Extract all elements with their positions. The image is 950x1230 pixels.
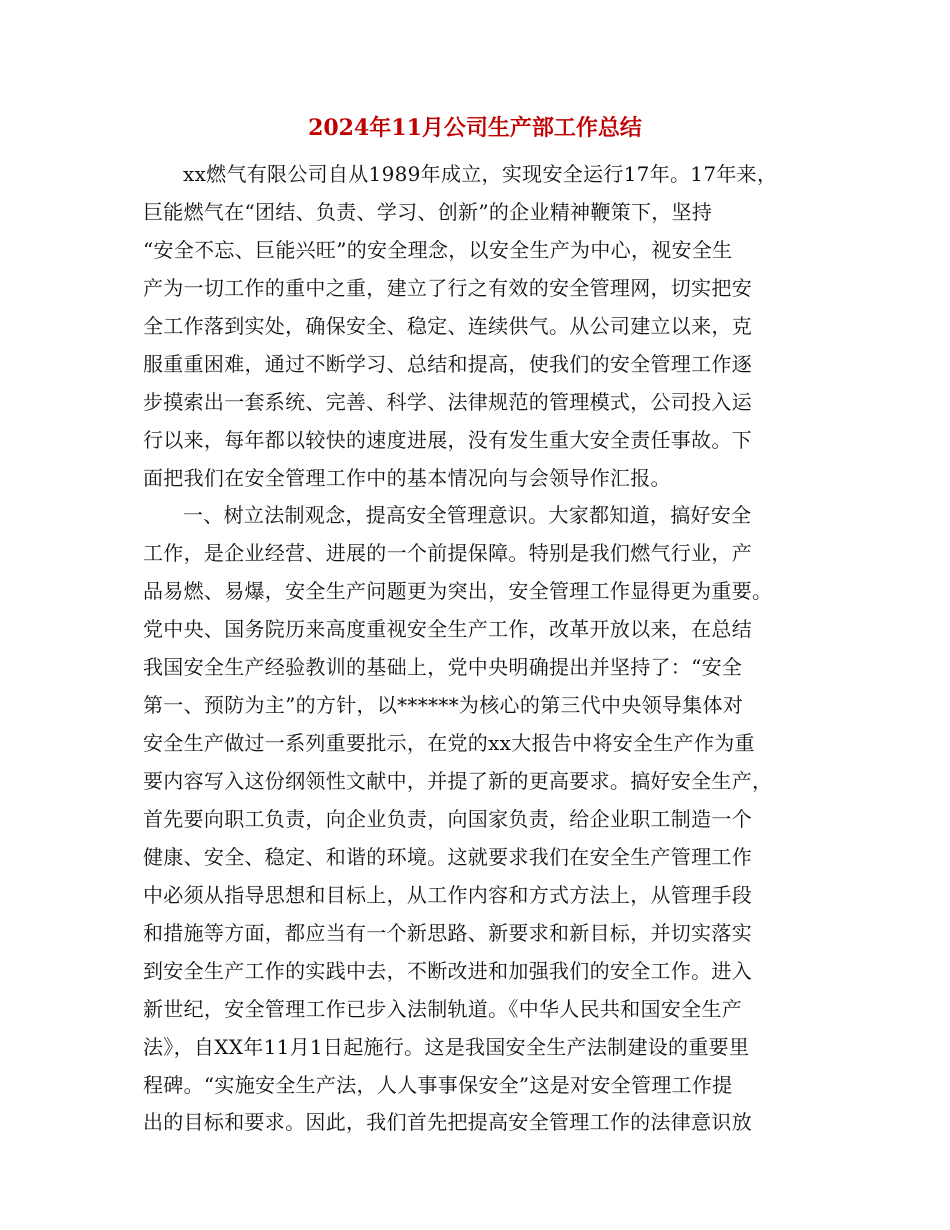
text-line: 中必须从指导思想和目标上，从工作内容和方式方法上，从管理手段 [143,882,752,907]
text-line: “安全不忘、巨能兴旺”的安全理念，以安全生产为中心，视安全生 [143,237,733,262]
text-line: 程碑。“实施安全生产法，人人事事保安全”这是对安全管理工作提 [143,1072,733,1097]
text-line: 品易燃、易爆，安全生产问题更为突出，安全管理工作显得更为重要。 [143,579,773,604]
text-line: 健康、安全、稳定、和谐的环境。这就要求我们在安全生产管理工作 [143,844,752,869]
text-line: 工作，是企业经营、进展的一个前提保障。特别是我们燃气行业，产 [143,541,752,566]
text-line: 巨能燃气在“团结、负责、学习、创新”的企业精神鞭策下，坚持 [143,199,713,224]
text-line: 首先要向职工负责，向企业负责，向国家负责，给企业职工制造一个 [143,806,752,831]
text-line: 安全生产做过一系列重要批示，在党的xx大报告中将安全生产作为重 [143,731,755,756]
text-line: 到安全生产工作的实践中去，不断改进和加强我们的安全工作。进入 [143,958,752,983]
text-line: 出的目标和要求。因此，我们首先把提高安全管理工作的法律意识放 [143,1110,752,1135]
document-title: 2024年11月公司生产部工作总结 [308,115,642,141]
text-line: 步摸索出一套系统、完善、科学、法律规范的管理模式，公司投入运 [143,389,752,414]
text-line: 一、树立法制观念，提高安全管理意识。大家都知道，搞好安全 [183,503,752,528]
text-line: 新世纪，安全管理工作已步入法制轨道。《中华人民共和国安全生产 [143,996,742,1021]
text-line: xx燃气有限公司自从1989年成立，实现安全运行17年。17年来， [183,162,778,186]
text-line: 产为一切工作的重中之重，建立了行之有效的安全管理网，切实把安 [143,275,752,300]
document-body [143,156,823,1142]
text-line: 全工作落到实处，确保安全、稳定、连续供气。从公司建立以来，克 [143,313,752,338]
text-line: 法》，自XX年11月1日起施行。这是我国安全生产法制建设的重要里 [143,1034,750,1059]
text-line: 党中央、国务院历来高度重视安全生产工作，改革开放以来，在总结 [143,617,752,642]
text-line: 第一、预防为主”的方针，以******为核心的第三代中央领导集体对 [143,693,744,718]
text-line: 面把我们在安全管理工作中的基本情况向与会领导作汇报。 [143,465,671,490]
text-line: 要内容写入这份纲领性文献中，并提了新的更高要求。搞好安全生产， [143,769,773,793]
text-line: 我国安全生产经验教训的基础上，党中央明确提出并坚持了：“安全 [143,655,743,680]
text-line: 和措施等方面，都应当有一个新思路、新要求和新目标，并切实落实 [143,920,752,945]
text-line: 服重重困难，通过不断学习、总结和提高，使我们的安全管理工作逐 [143,351,752,376]
text-line: 行以来，每年都以较快的速度进展，没有发生重大安全责任事故。下 [143,427,752,452]
